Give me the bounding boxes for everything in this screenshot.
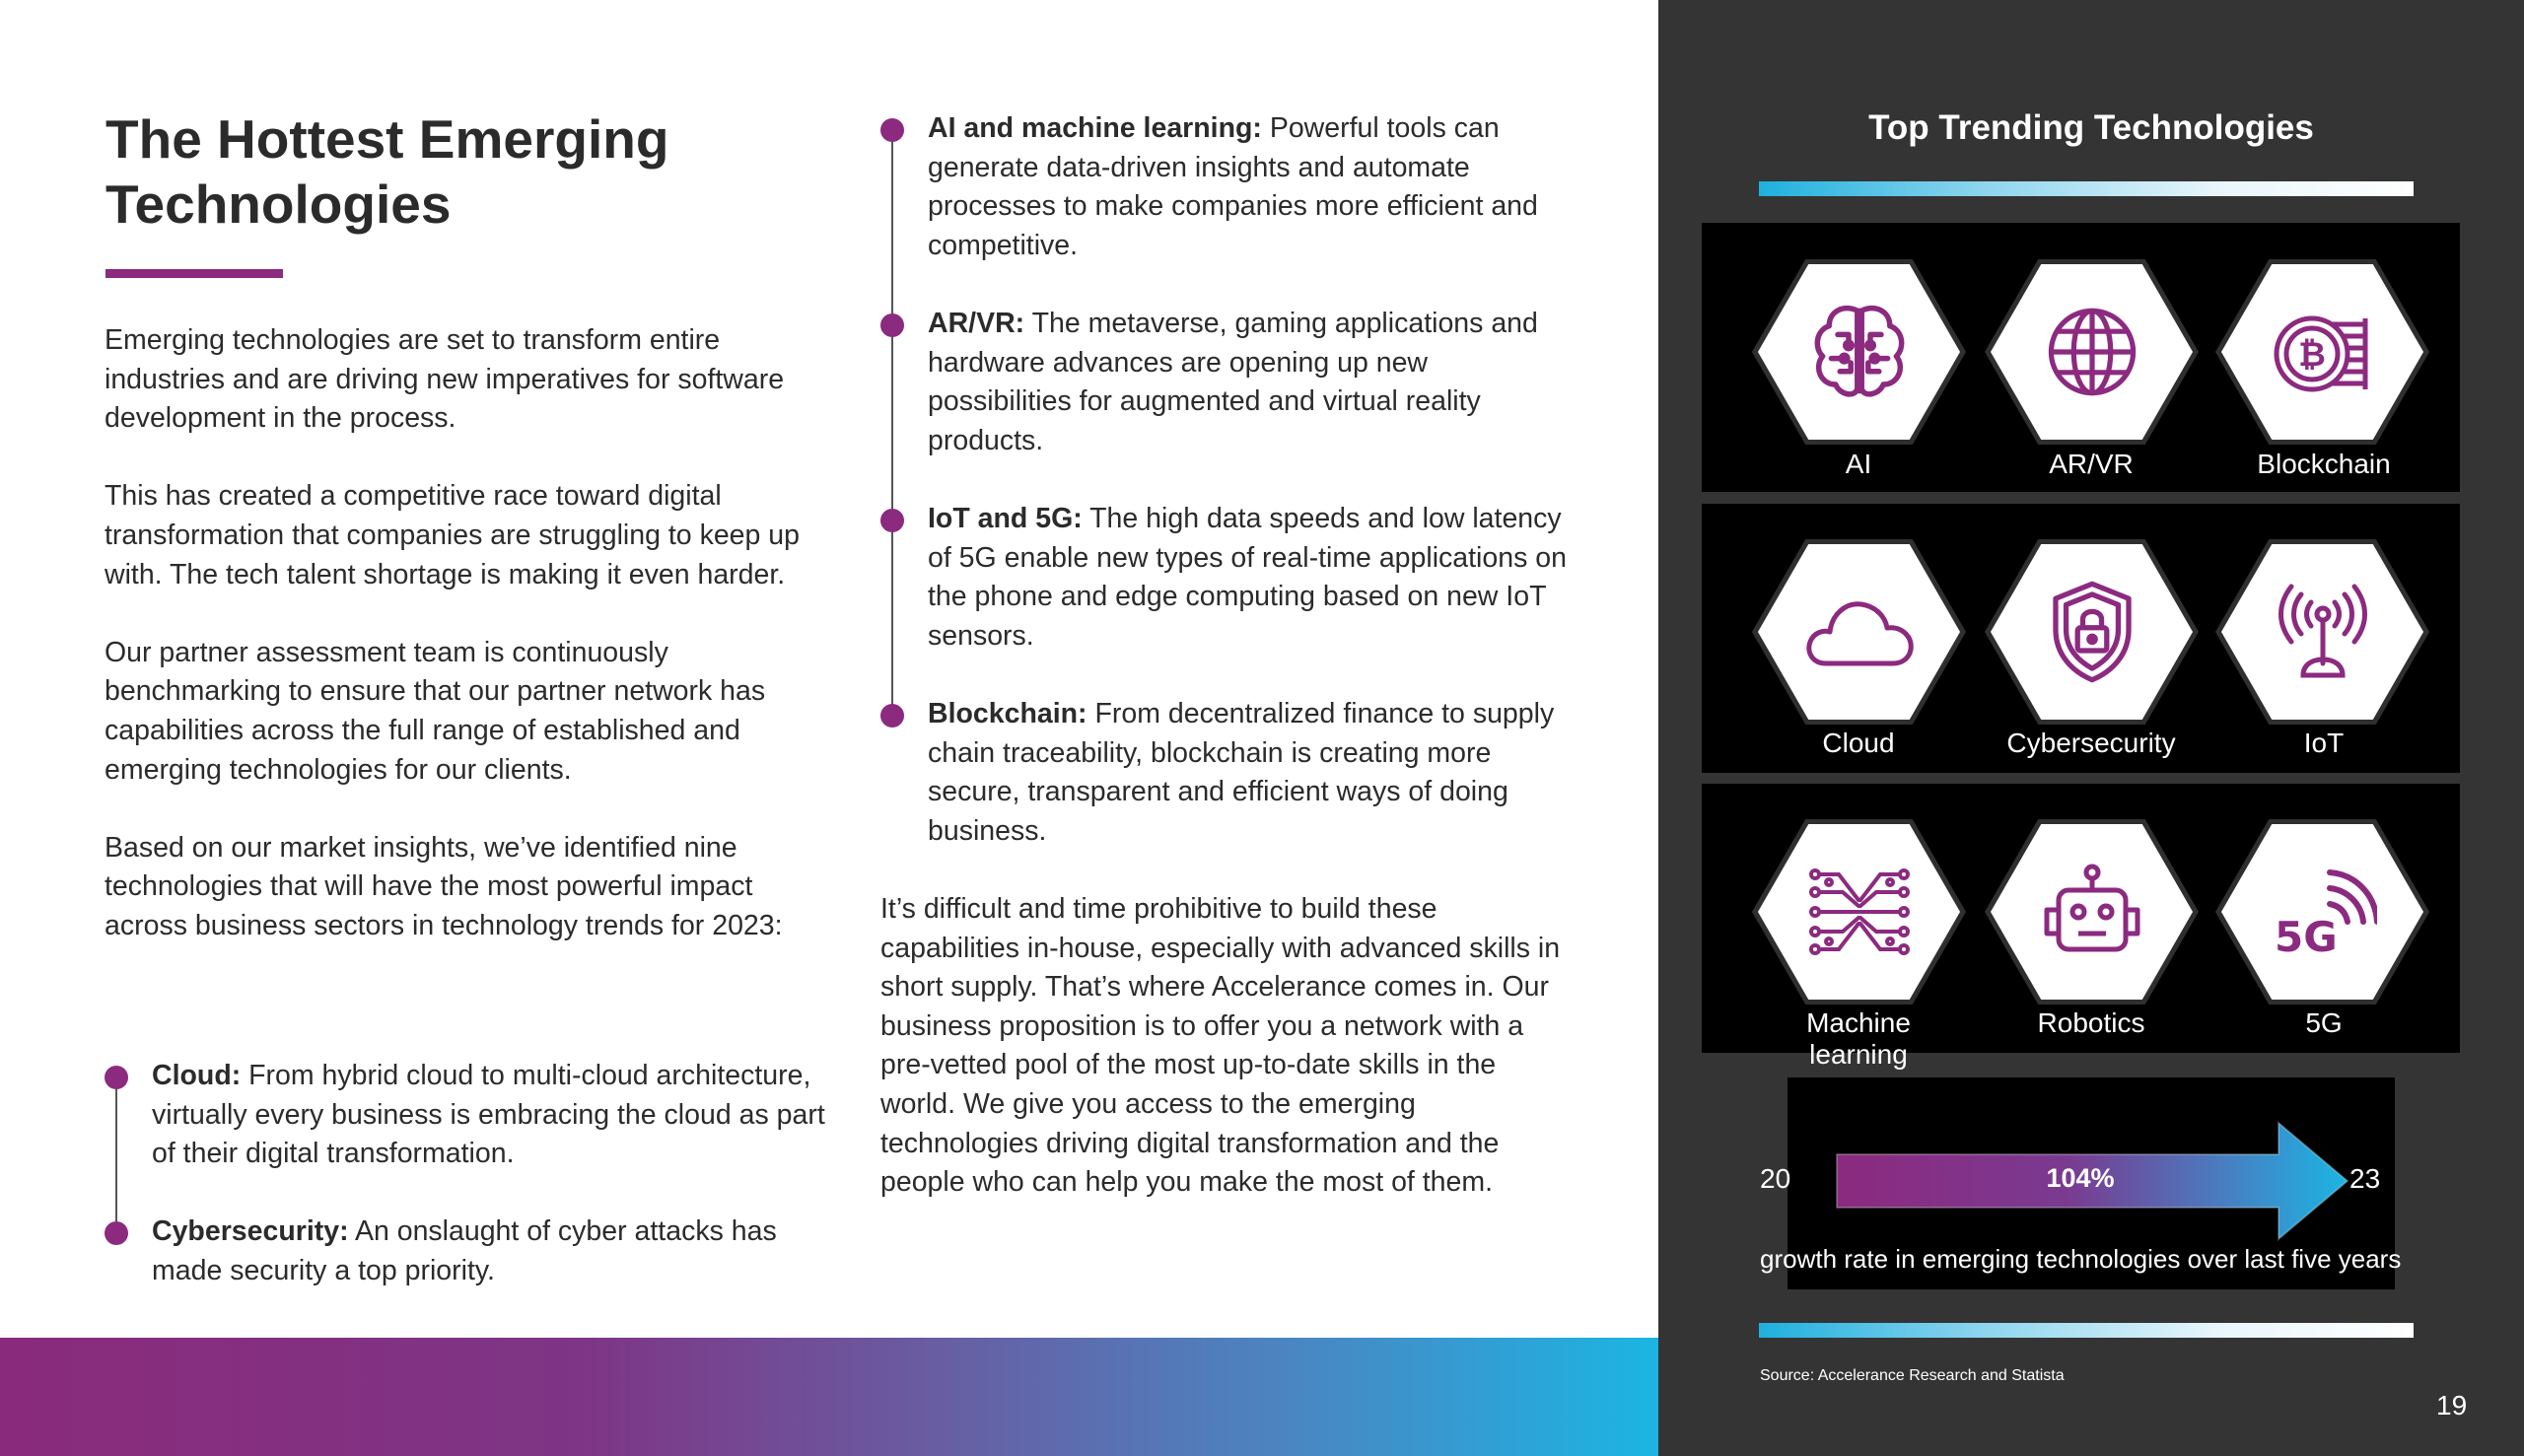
antenna-icon (2274, 581, 2372, 683)
panel-rule-top (1759, 181, 2414, 196)
circuit-icon (1805, 861, 1914, 963)
bullet-dot (880, 118, 904, 142)
tech-tile-5g (2221, 824, 2423, 1000)
source-note: Source: Accelerance Research and Statista (1760, 1367, 2065, 1384)
shield-lock-icon (2045, 578, 2139, 686)
tech-tile-robotics (1991, 824, 2193, 1000)
tech-label-blockchain: Blockchain (2257, 449, 2391, 479)
bullet-term: IoT and 5G: (928, 502, 1083, 534)
tech-label-5g: 5G (2305, 1007, 2343, 1038)
bullet-text: The metaverse, gaming applications and hardware advances are opening up new possibilities for augmented and virtual reality products. (928, 307, 1538, 456)
tech-tile-ar-vr (1991, 264, 2193, 440)
bullet-term: Blockchain: (928, 697, 1087, 729)
bitcoin-coins-icon (2269, 303, 2377, 401)
bullet-dot (105, 1066, 128, 1089)
robot-icon (2041, 863, 2143, 961)
tech-label-ar-vr: AR/VR (2049, 449, 2134, 479)
bullet-iot-5g (880, 500, 1571, 656)
tech-label-cybersecurity: Cybersecurity (2006, 728, 2176, 758)
svg-text:5G: 5G (2274, 913, 2338, 959)
growth-percent: 104% (2046, 1163, 2115, 1193)
bullet-blockchain (880, 695, 1571, 851)
bullet-list-right (880, 109, 1571, 851)
bullet-ai-ml (880, 109, 1571, 265)
closing-paragraph: It’s difficult and time prohibitive to build these capabilities in-house, especially with advanced skills in short supply. That’s where Accelerance comes in. Our business proposition is to offer you a network with a pre-vetted pool of the most up-to-date skills in the world. We give you access to the emerging technologies driving digital transformation and the people who can help you make the most of them. (880, 893, 1561, 1199)
bullet-term: Cybersecurity: (152, 1215, 349, 1248)
bullet-text: The high data speeds and low latency of 5G enable new types of real-time applications on the phone and edge computing based on new IoT sensors. (928, 502, 1567, 652)
tech-tile-blockchain (2221, 264, 2423, 440)
intro-paragraph-4: Based on our market insights, we’ve identified nine technologies that will have the most powerful impact across business sectors in technology trends for 2023: (105, 831, 783, 941)
tech-label-ai: AI (1845, 449, 1872, 479)
growth-year-end: 23 (2349, 1163, 2381, 1194)
tech-label-robotics: Robotics (2037, 1007, 2145, 1038)
intro-paragraph-3: Our partner assessment team is continuously benchmarking to ensure that our partner network has capabilities across the full range of established and emerging technologies for our clients. (105, 636, 766, 786)
bullet-term: AR/VR: (928, 307, 1025, 339)
bullet-text: From decentralized finance to supply chain traceability, blockchain is creating more secure, transparent and efficient ways of doing business. (928, 697, 1555, 847)
bullet-text: An onslaught of cyber attacks has made security a top priority. (152, 1215, 777, 1286)
globe-icon (2041, 301, 2143, 403)
tech-label-iot: IoT (2303, 728, 2345, 758)
brain-icon (1805, 298, 1914, 406)
bullet-ar-vr (880, 305, 1571, 460)
intro-text (105, 321, 834, 985)
page-number: 19 (2436, 1390, 2468, 1421)
bullet-cloud (105, 1057, 834, 1174)
bullet-list-left (105, 1057, 834, 1291)
growth-year-start: 20 (1760, 1163, 1791, 1194)
bullet-text: Powerful tools can generate data-driven insights and automate processes to make companies more efficient and competitive. (928, 112, 1538, 261)
intro-paragraph-1: Emerging technologies are set to transform entire industries and are driving new imperatives for software development in the process. (105, 324, 785, 435)
panel-title: Top Trending Technologies (1868, 108, 2314, 147)
bullet-term: AI and machine learning: (928, 112, 1262, 144)
tech-tile-cloud (1758, 544, 1960, 720)
page-title: The Hottest Emerging Technologies (105, 108, 669, 235)
tech-tile-machine-learning (1758, 824, 1960, 1000)
panel-rule-bottom (1759, 1323, 2414, 1338)
bullet-dot (880, 313, 904, 337)
tech-label-cloud: Cloud (1822, 728, 1895, 758)
title-underline (105, 269, 283, 278)
bullet-dot (880, 509, 904, 532)
tech-tile-ai (1758, 264, 1960, 440)
cloud-icon (1802, 592, 1917, 671)
5g-signal-icon (2269, 865, 2377, 959)
bullet-text: From hybrid cloud to multi-cloud architecture, virtually every business is embracing the cloud as part of their digital transformation. (152, 1060, 825, 1170)
tech-label-machine-learning: Machine learning (1806, 1007, 1911, 1070)
bullet-dot (105, 1221, 128, 1245)
intro-paragraph-2: This has created a competitive race toward digital transformation that companies are struggling to keep up with. The tech talent shortage is making it even harder. (105, 480, 800, 590)
svg-text:₿: ₿ (2297, 335, 2326, 375)
bullet-cybersecurity (105, 1213, 834, 1290)
tech-tile-cybersecurity (1991, 544, 2193, 720)
growth-caption: growth rate in emerging technologies over last five years (1760, 1244, 2402, 1274)
bullet-term: Cloud: (152, 1060, 242, 1091)
footer-gradient-band (0, 1338, 1658, 1456)
bullet-dot (880, 704, 904, 728)
tech-tile-iot (2221, 544, 2423, 720)
